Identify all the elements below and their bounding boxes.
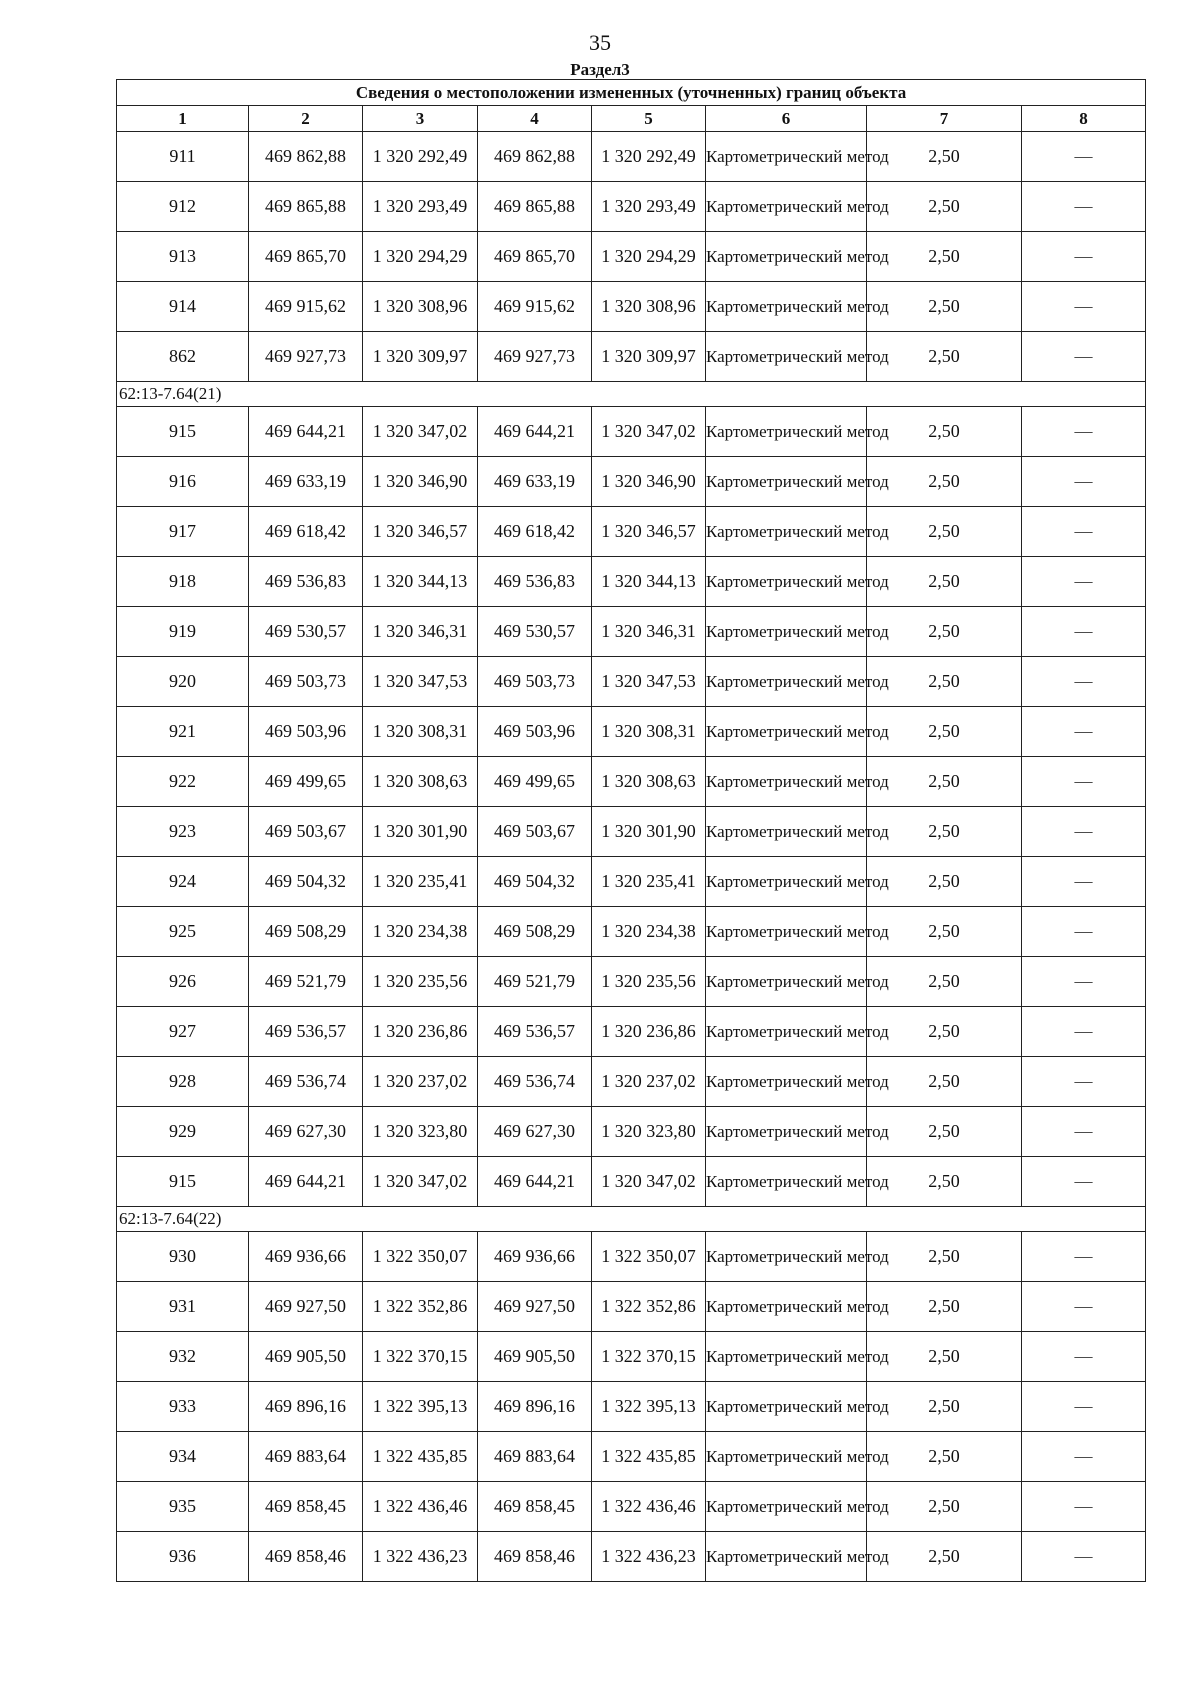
y-coordinate-cell: 1 320 346,57 (592, 507, 706, 557)
table-row (117, 707, 1146, 757)
table-title: Сведения о местоположении измененных (уточненных) границ объекта (117, 80, 1146, 106)
method-cell: Картометрический метод (706, 857, 867, 907)
table-row (117, 1007, 1146, 1057)
method-cell: Картометрический метод (706, 332, 867, 382)
method-cell: Картометрический метод (706, 1232, 867, 1282)
accuracy-cell: 2,50 (867, 1532, 1022, 1582)
description-cell: — (1022, 557, 1146, 607)
column-number-header: 5 (592, 106, 706, 132)
x-coordinate-cell: 469 499,65 (249, 757, 363, 807)
x-coordinate-cell: 469 508,29 (249, 907, 363, 957)
x-coordinate-cell: 469 896,16 (249, 1382, 363, 1432)
point-number-cell: 935 (117, 1482, 249, 1532)
x-coordinate-cell: 469 915,62 (478, 282, 592, 332)
y-coordinate-cell: 1 320 308,31 (363, 707, 478, 757)
point-number-cell: 912 (117, 182, 249, 232)
y-coordinate-cell: 1 322 436,46 (363, 1482, 478, 1532)
accuracy-cell: 2,50 (867, 232, 1022, 282)
y-coordinate-cell: 1 320 323,80 (363, 1107, 478, 1157)
y-coordinate-cell: 1 320 294,29 (592, 232, 706, 282)
method-cell: Картометрический метод (706, 1532, 867, 1582)
accuracy-cell: 2,50 (867, 1482, 1022, 1532)
method-cell: Картометрический метод (706, 282, 867, 332)
y-coordinate-cell: 1 320 323,80 (592, 1107, 706, 1157)
y-coordinate-cell: 1 322 436,23 (592, 1532, 706, 1582)
accuracy-cell: 2,50 (867, 1057, 1022, 1107)
method-cell: Картометрический метод (706, 1157, 867, 1207)
accuracy-cell: 2,50 (867, 1382, 1022, 1432)
point-number-cell: 927 (117, 1007, 249, 1057)
x-coordinate-cell: 469 536,83 (478, 557, 592, 607)
x-coordinate-cell: 469 530,57 (478, 607, 592, 657)
description-cell: — (1022, 132, 1146, 182)
description-cell: — (1022, 757, 1146, 807)
y-coordinate-cell: 1 320 235,41 (592, 857, 706, 907)
accuracy-cell: 2,50 (867, 1157, 1022, 1207)
point-number-cell: 923 (117, 807, 249, 857)
accuracy-cell: 2,50 (867, 907, 1022, 957)
y-coordinate-cell: 1 320 346,57 (363, 507, 478, 557)
description-cell: — (1022, 1157, 1146, 1207)
method-cell: Картометрический метод (706, 1432, 867, 1482)
y-coordinate-cell: 1 320 301,90 (363, 807, 478, 857)
accuracy-cell: 2,50 (867, 282, 1022, 332)
y-coordinate-cell: 1 320 234,38 (363, 907, 478, 957)
table-row (117, 507, 1146, 557)
accuracy-cell: 2,50 (867, 607, 1022, 657)
point-number-cell: 919 (117, 607, 249, 657)
y-coordinate-cell: 1 320 237,02 (363, 1057, 478, 1107)
y-coordinate-cell: 1 320 236,86 (592, 1007, 706, 1057)
point-number-cell: 926 (117, 957, 249, 1007)
point-number-cell: 916 (117, 457, 249, 507)
point-number-cell: 915 (117, 407, 249, 457)
accuracy-cell: 2,50 (867, 657, 1022, 707)
description-cell: — (1022, 1107, 1146, 1157)
table-row (117, 807, 1146, 857)
point-number-cell: 931 (117, 1282, 249, 1332)
x-coordinate-cell: 469 536,74 (478, 1057, 592, 1107)
x-coordinate-cell: 469 644,21 (478, 1157, 592, 1207)
y-coordinate-cell: 1 322 435,85 (363, 1432, 478, 1482)
table-row (117, 232, 1146, 282)
y-coordinate-cell: 1 320 292,49 (592, 132, 706, 182)
x-coordinate-cell: 469 915,62 (249, 282, 363, 332)
y-coordinate-cell: 1 320 347,53 (363, 657, 478, 707)
x-coordinate-cell: 469 927,50 (478, 1282, 592, 1332)
method-cell: Картометрический метод (706, 1007, 867, 1057)
method-cell: Картометрический метод (706, 1382, 867, 1432)
x-coordinate-cell: 469 508,29 (478, 907, 592, 957)
point-number-cell: 930 (117, 1232, 249, 1282)
table-row (117, 1532, 1146, 1582)
accuracy-cell: 2,50 (867, 507, 1022, 557)
x-coordinate-cell: 469 633,19 (249, 457, 363, 507)
y-coordinate-cell: 1 320 236,86 (363, 1007, 478, 1057)
description-cell: — (1022, 657, 1146, 707)
y-coordinate-cell: 1 320 344,13 (363, 557, 478, 607)
x-coordinate-cell: 469 644,21 (249, 407, 363, 457)
x-coordinate-cell: 469 865,70 (478, 232, 592, 282)
point-number-cell: 928 (117, 1057, 249, 1107)
x-coordinate-cell: 469 927,73 (249, 332, 363, 382)
table-row (117, 757, 1146, 807)
point-number-cell: 934 (117, 1432, 249, 1482)
accuracy-cell: 2,50 (867, 1432, 1022, 1482)
point-number-cell: 922 (117, 757, 249, 807)
y-coordinate-cell: 1 320 344,13 (592, 557, 706, 607)
method-cell: Картометрический метод (706, 182, 867, 232)
table-row (117, 1107, 1146, 1157)
accuracy-cell: 2,50 (867, 1232, 1022, 1282)
accuracy-cell: 2,50 (867, 332, 1022, 382)
x-coordinate-cell: 469 503,67 (249, 807, 363, 857)
x-coordinate-cell: 469 858,46 (478, 1532, 592, 1582)
column-number-header: 7 (867, 106, 1022, 132)
x-coordinate-cell: 469 536,57 (249, 1007, 363, 1057)
y-coordinate-cell: 1 320 347,02 (592, 1157, 706, 1207)
table-row (117, 657, 1146, 707)
y-coordinate-cell: 1 322 350,07 (363, 1232, 478, 1282)
description-cell: — (1022, 807, 1146, 857)
description-cell: — (1022, 332, 1146, 382)
x-coordinate-cell: 469 927,50 (249, 1282, 363, 1332)
method-cell: Картометрический метод (706, 1282, 867, 1332)
accuracy-cell: 2,50 (867, 1332, 1022, 1382)
table-row (117, 132, 1146, 182)
x-coordinate-cell: 469 865,70 (249, 232, 363, 282)
y-coordinate-cell: 1 322 395,13 (363, 1382, 478, 1432)
table-row (117, 1232, 1146, 1282)
table-row (117, 282, 1146, 332)
y-coordinate-cell: 1 320 309,97 (363, 332, 478, 382)
point-number-cell: 921 (117, 707, 249, 757)
accuracy-cell: 2,50 (867, 1007, 1022, 1057)
point-number-cell: 936 (117, 1532, 249, 1582)
y-coordinate-cell: 1 322 395,13 (592, 1382, 706, 1432)
method-cell: Картометрический метод (706, 707, 867, 757)
accuracy-cell: 2,50 (867, 182, 1022, 232)
table-row (117, 607, 1146, 657)
column-number-header: 8 (1022, 106, 1146, 132)
description-cell: — (1022, 1382, 1146, 1432)
x-coordinate-cell: 469 644,21 (249, 1157, 363, 1207)
method-cell: Картометрический метод (706, 907, 867, 957)
point-number-cell: 918 (117, 557, 249, 607)
table-row (117, 907, 1146, 957)
y-coordinate-cell: 1 320 346,31 (363, 607, 478, 657)
y-coordinate-cell: 1 320 346,90 (363, 457, 478, 507)
method-cell: Картометрический метод (706, 407, 867, 457)
x-coordinate-cell: 469 499,65 (478, 757, 592, 807)
y-coordinate-cell: 1 322 352,86 (363, 1282, 478, 1332)
x-coordinate-cell: 469 862,88 (478, 132, 592, 182)
table-row (117, 1332, 1146, 1382)
method-cell: Картометрический метод (706, 507, 867, 557)
x-coordinate-cell: 469 883,64 (478, 1432, 592, 1482)
table-row (117, 457, 1146, 507)
page-number: 35 (589, 30, 611, 55)
table-row (117, 332, 1146, 382)
description-cell: — (1022, 1532, 1146, 1582)
x-coordinate-cell: 469 858,45 (478, 1482, 592, 1532)
y-coordinate-cell: 1 320 347,53 (592, 657, 706, 707)
table-row (117, 1482, 1146, 1532)
x-coordinate-cell: 469 503,73 (478, 657, 592, 707)
y-coordinate-cell: 1 320 294,29 (363, 232, 478, 282)
description-cell: — (1022, 607, 1146, 657)
table-row (117, 1282, 1146, 1332)
point-number-cell: 911 (117, 132, 249, 182)
point-number-cell: 929 (117, 1107, 249, 1157)
method-cell: Картометрический метод (706, 1332, 867, 1382)
x-coordinate-cell: 469 536,74 (249, 1057, 363, 1107)
description-cell: — (1022, 707, 1146, 757)
description-cell: — (1022, 407, 1146, 457)
y-coordinate-cell: 1 320 308,63 (592, 757, 706, 807)
description-cell: — (1022, 1482, 1146, 1532)
description-cell: — (1022, 1282, 1146, 1332)
table-row (117, 1382, 1146, 1432)
description-cell: — (1022, 282, 1146, 332)
y-coordinate-cell: 1 320 292,49 (363, 132, 478, 182)
group-row (117, 1207, 1146, 1232)
table-row (117, 957, 1146, 1007)
y-coordinate-cell: 1 320 346,31 (592, 607, 706, 657)
x-coordinate-cell: 469 618,42 (249, 507, 363, 557)
table-row (117, 1157, 1146, 1207)
y-coordinate-cell: 1 320 308,31 (592, 707, 706, 757)
description-cell: — (1022, 907, 1146, 957)
x-coordinate-cell: 469 618,42 (478, 507, 592, 557)
table-body (117, 132, 1146, 1582)
point-number-cell: 862 (117, 332, 249, 382)
y-coordinate-cell: 1 322 436,23 (363, 1532, 478, 1582)
point-number-cell: 932 (117, 1332, 249, 1382)
point-number-cell: 917 (117, 507, 249, 557)
description-cell: — (1022, 507, 1146, 557)
x-coordinate-cell: 469 504,32 (478, 857, 592, 907)
point-number-cell: 913 (117, 232, 249, 282)
method-cell: Картометрический метод (706, 557, 867, 607)
description-cell: — (1022, 1057, 1146, 1107)
x-coordinate-cell: 469 858,45 (249, 1482, 363, 1532)
y-coordinate-cell: 1 322 352,86 (592, 1282, 706, 1332)
point-number-cell: 933 (117, 1382, 249, 1432)
y-coordinate-cell: 1 322 435,85 (592, 1432, 706, 1482)
point-number-cell: 925 (117, 907, 249, 957)
point-number-cell: 924 (117, 857, 249, 907)
x-coordinate-cell: 469 896,16 (478, 1382, 592, 1432)
table-row (117, 557, 1146, 607)
accuracy-cell: 2,50 (867, 557, 1022, 607)
y-coordinate-cell: 1 320 347,02 (592, 407, 706, 457)
point-number-cell: 915 (117, 1157, 249, 1207)
y-coordinate-cell: 1 320 237,02 (592, 1057, 706, 1107)
table-row (117, 857, 1146, 907)
accuracy-cell: 2,50 (867, 1107, 1022, 1157)
description-cell: — (1022, 1332, 1146, 1382)
description-cell: — (1022, 232, 1146, 282)
accuracy-cell: 2,50 (867, 457, 1022, 507)
group-label: 62:13-7.64(21) (117, 382, 1146, 407)
x-coordinate-cell: 469 883,64 (249, 1432, 363, 1482)
y-coordinate-cell: 1 320 308,63 (363, 757, 478, 807)
method-cell: Картометрический метод (706, 757, 867, 807)
y-coordinate-cell: 1 320 346,90 (592, 457, 706, 507)
description-cell: — (1022, 1432, 1146, 1482)
accuracy-cell: 2,50 (867, 757, 1022, 807)
method-cell: Картометрический метод (706, 232, 867, 282)
method-cell: Картометрический метод (706, 657, 867, 707)
x-coordinate-cell: 469 521,79 (478, 957, 592, 1007)
x-coordinate-cell: 469 521,79 (249, 957, 363, 1007)
table-row (117, 1057, 1146, 1107)
x-coordinate-cell: 469 503,96 (478, 707, 592, 757)
accuracy-cell: 2,50 (867, 1282, 1022, 1332)
method-cell: Картометрический метод (706, 1107, 867, 1157)
group-row (117, 382, 1146, 407)
method-cell: Картометрический метод (706, 1482, 867, 1532)
x-coordinate-cell: 469 530,57 (249, 607, 363, 657)
y-coordinate-cell: 1 322 370,15 (363, 1332, 478, 1382)
method-cell: Картометрический метод (706, 957, 867, 1007)
y-coordinate-cell: 1 320 235,56 (363, 957, 478, 1007)
description-cell: — (1022, 182, 1146, 232)
accuracy-cell: 2,50 (867, 857, 1022, 907)
column-number-header: 3 (363, 106, 478, 132)
y-coordinate-cell: 1 320 235,56 (592, 957, 706, 1007)
accuracy-cell: 2,50 (867, 957, 1022, 1007)
y-coordinate-cell: 1 322 350,07 (592, 1232, 706, 1282)
description-cell: — (1022, 1232, 1146, 1282)
table-row (117, 182, 1146, 232)
x-coordinate-cell: 469 536,57 (478, 1007, 592, 1057)
point-number-cell: 920 (117, 657, 249, 707)
coordinates-table (116, 79, 1146, 1582)
column-number-row (117, 106, 1146, 132)
x-coordinate-cell: 469 927,73 (478, 332, 592, 382)
x-coordinate-cell: 469 627,30 (249, 1107, 363, 1157)
method-cell: Картометрический метод (706, 132, 867, 182)
group-label: 62:13-7.64(22) (117, 1207, 1146, 1232)
x-coordinate-cell: 469 936,66 (249, 1232, 363, 1282)
y-coordinate-cell: 1 320 308,96 (592, 282, 706, 332)
y-coordinate-cell: 1 322 436,46 (592, 1482, 706, 1532)
description-cell: — (1022, 857, 1146, 907)
table-row (117, 407, 1146, 457)
y-coordinate-cell: 1 320 347,02 (363, 407, 478, 457)
column-number-header: 6 (706, 106, 867, 132)
method-cell: Картометрический метод (706, 457, 867, 507)
y-coordinate-cell: 1 320 301,90 (592, 807, 706, 857)
x-coordinate-cell: 469 644,21 (478, 407, 592, 457)
x-coordinate-cell: 469 905,50 (478, 1332, 592, 1382)
method-cell: Картометрический метод (706, 807, 867, 857)
y-coordinate-cell: 1 320 293,49 (592, 182, 706, 232)
x-coordinate-cell: 469 858,46 (249, 1532, 363, 1582)
x-coordinate-cell: 469 503,96 (249, 707, 363, 757)
x-coordinate-cell: 469 865,88 (249, 182, 363, 232)
accuracy-cell: 2,50 (867, 132, 1022, 182)
x-coordinate-cell: 469 536,83 (249, 557, 363, 607)
y-coordinate-cell: 1 320 235,41 (363, 857, 478, 907)
y-coordinate-cell: 1 320 309,97 (592, 332, 706, 382)
x-coordinate-cell: 469 905,50 (249, 1332, 363, 1382)
column-number-header: 2 (249, 106, 363, 132)
method-cell: Картометрический метод (706, 607, 867, 657)
description-cell: — (1022, 957, 1146, 1007)
point-number-cell: 914 (117, 282, 249, 332)
column-number-header: 4 (478, 106, 592, 132)
table-row (117, 1432, 1146, 1482)
x-coordinate-cell: 469 936,66 (478, 1232, 592, 1282)
method-cell: Картометрический метод (706, 1057, 867, 1107)
x-coordinate-cell: 469 627,30 (478, 1107, 592, 1157)
accuracy-cell: 2,50 (867, 407, 1022, 457)
column-number-header: 1 (117, 106, 249, 132)
x-coordinate-cell: 469 503,67 (478, 807, 592, 857)
x-coordinate-cell: 469 862,88 (249, 132, 363, 182)
accuracy-cell: 2,50 (867, 807, 1022, 857)
y-coordinate-cell: 1 320 234,38 (592, 907, 706, 957)
x-coordinate-cell: 469 865,88 (478, 182, 592, 232)
accuracy-cell: 2,50 (867, 707, 1022, 757)
x-coordinate-cell: 469 504,32 (249, 857, 363, 907)
x-coordinate-cell: 469 633,19 (478, 457, 592, 507)
y-coordinate-cell: 1 320 347,02 (363, 1157, 478, 1207)
description-cell: — (1022, 457, 1146, 507)
y-coordinate-cell: 1 320 308,96 (363, 282, 478, 332)
y-coordinate-cell: 1 322 370,15 (592, 1332, 706, 1382)
x-coordinate-cell: 469 503,73 (249, 657, 363, 707)
section-title: Раздел3 (570, 60, 630, 79)
description-cell: — (1022, 1007, 1146, 1057)
y-coordinate-cell: 1 320 293,49 (363, 182, 478, 232)
